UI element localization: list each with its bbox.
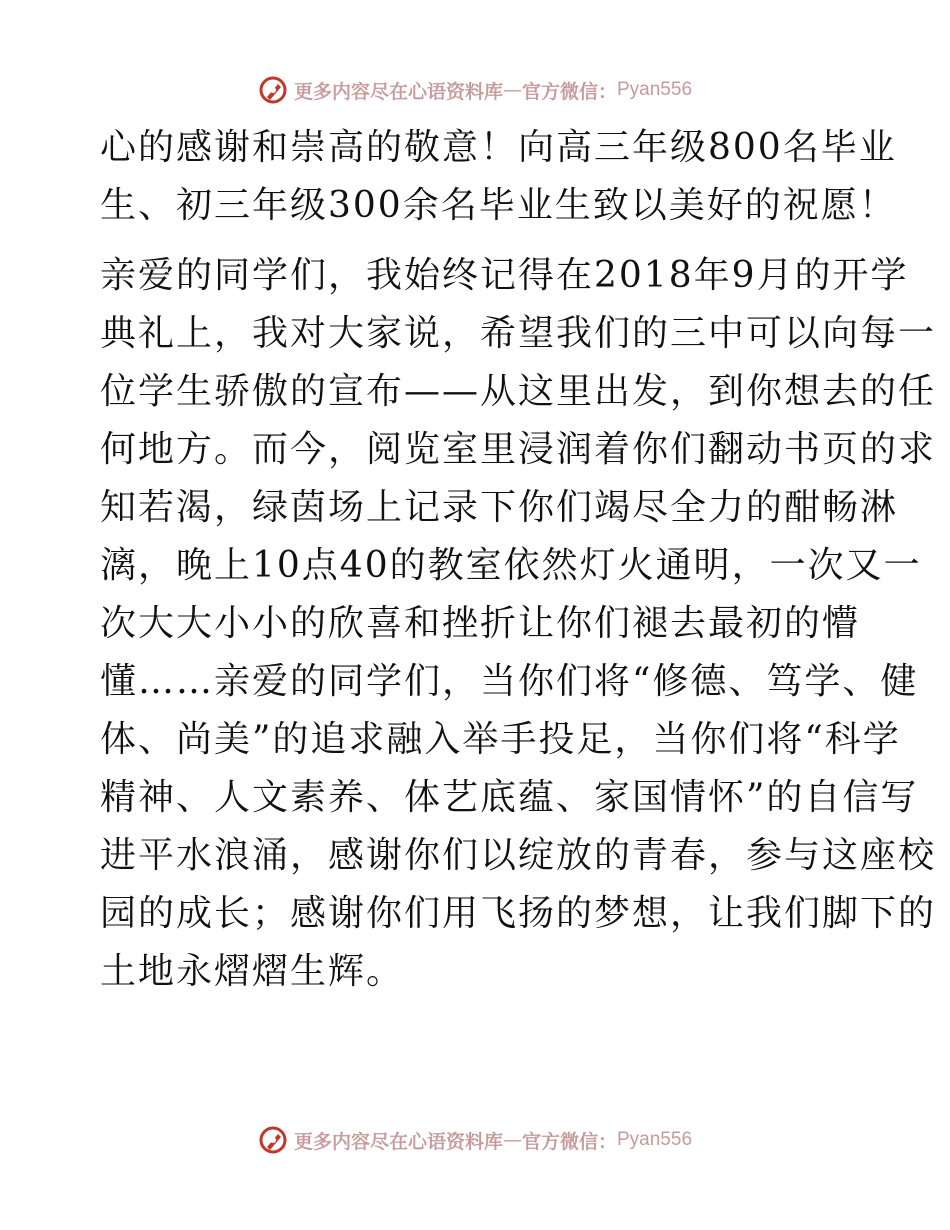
header-banner — [0, 72, 950, 108]
body-line: 园的成长；感谢你们用飞扬的梦想，让我们脚下的 — [100, 893, 937, 934]
body-line: 精神、人文素养、体艺底蕴、家国情怀”的自信写 — [100, 777, 919, 818]
footer-wechat-label: 官方微信： — [521, 1130, 617, 1153]
body-line: 懂……亲爱的同学们，当你们将“修德、笃学、健 — [100, 661, 919, 702]
footer-banner — [0, 1122, 950, 1158]
footer-banner-separator: — — [502, 1129, 522, 1151]
body-line: 生、初三年级300余名毕业生致以美好的祝愿！ — [100, 185, 897, 226]
body-line: 知若渴，绿茵场上记录下你们竭尽全力的酣畅淋 — [100, 487, 899, 528]
body-line: 位学生骄傲的宣布——从这里出发，到你想去的任 — [100, 371, 937, 412]
body-line: 土地永熠熠生辉。 — [100, 951, 405, 992]
pen-logo-icon — [258, 1125, 288, 1155]
header-banner-text: 更多内容尽在心语资料库 — [293, 80, 503, 103]
body-line: 何地方。而今，阅览室里浸润着你们翻动书页的求 — [100, 429, 937, 470]
header-wechat-id: Pyan556 — [617, 79, 693, 100]
header-wechat-label: 官方微信： — [521, 80, 617, 103]
body-line: 次大大小小的欣喜和挫折让你们褪去最初的懵 — [100, 603, 861, 644]
body-line: 亲爱的同学们，我始终记得在2018年9月的开学 — [100, 255, 909, 296]
footer-wechat-id: Pyan556 — [617, 1129, 693, 1150]
body-line: 心的感谢和崇高的敬意！向高三年级800名毕业 — [100, 127, 897, 168]
pen-logo-icon — [258, 75, 288, 105]
body-line: 漓，晚上10点40的教室依然灯火通明，一次又一 — [100, 545, 922, 586]
body-line: 体、尚美”的追求融入举手投足，当你们将“科学 — [100, 719, 901, 760]
body-line: 典礼上，我对大家说，希望我们的三中可以向每一 — [100, 313, 937, 354]
body-line: 进平水浪涌，感谢你们以绽放的青春，参与这座校 — [100, 835, 937, 876]
footer-banner-text: 更多内容尽在心语资料库 — [293, 1130, 503, 1153]
header-banner-separator: — — [502, 79, 522, 101]
